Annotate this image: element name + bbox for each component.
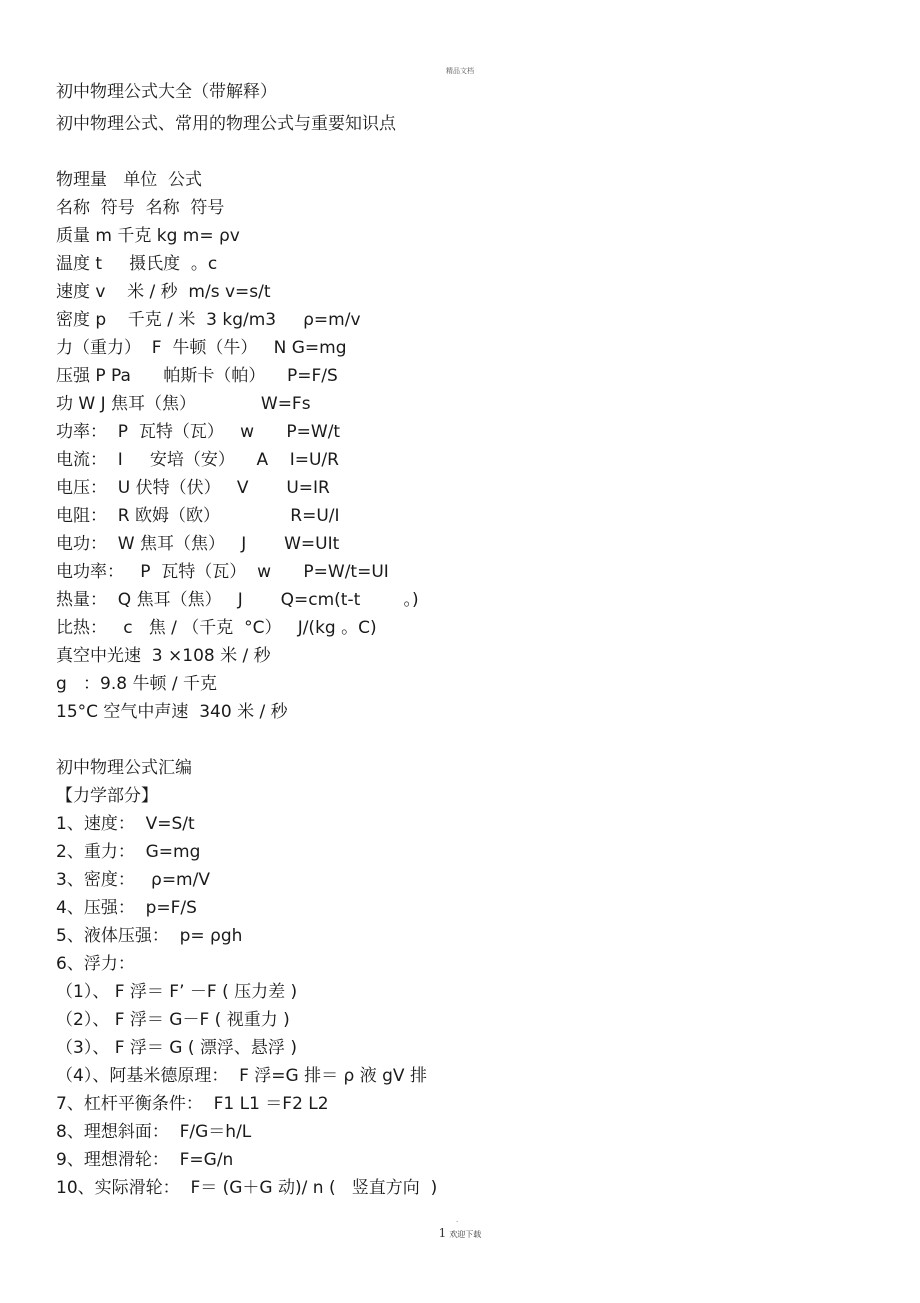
document-body [56,78,876,1202]
formula-item: （1）、 F 浮＝ F’ －F ( 压力差 ) [56,982,298,1002]
table-line: 压强 P Pa 帕斯卡（帕） P=F/S [56,366,338,386]
spacer [56,138,876,166]
formula-item: 8、理想斜面： F/G＝h/L [56,1122,252,1142]
spacer [56,726,876,754]
formula-item: 1、速度： V=S/t [56,814,195,834]
table-line: 功 W J 焦耳（焦） W=Fs [56,394,311,414]
table-line: 电功： W 焦耳（焦） J W=UIt [56,534,340,554]
page-footer [0,1216,920,1241]
formula-item: 2、重力： G=mg [56,842,201,862]
section-title: 初中物理公式汇编 [56,758,192,778]
footer-mark: . [456,1216,459,1224]
formula-item: （2）、 F 浮＝ G－F ( 视重力 ) [56,1010,290,1030]
formula-item: 3、密度： ρ=m/V [56,870,210,890]
table-line: 温度 t 摄氏度 。c [56,254,218,274]
formula-item: （4）、阿基米德原理： F 浮=G 排＝ ρ 液 gV 排 [56,1066,427,1086]
section-heading: 【力学部分】 [56,786,158,806]
formula-item: 5、液体压强： p= ρgh [56,926,243,946]
table-line: 质量 m 千克 kg m= ρv [56,226,240,246]
table-line: 物理量 单位 公式 [56,170,203,190]
table-line: 电压： U 伏特（伏） V U=IR [56,478,330,498]
formula-item: 9、理想滑轮： F=G/n [56,1150,234,1170]
table-line: 比热： c 焦 / （千克 °C） J/(kg 。C) [56,618,377,638]
table-line: 真空中光速 3 ×108 米 / 秒 [56,646,271,666]
table-line: 电流： I 安培（安） A I=U/R [56,450,339,470]
table-line: 速度 v 米 / 秒 m/s v=s/t [56,282,271,302]
table-line: 15°C 空气中声速 340 米 / 秒 [56,702,288,722]
formula-item: 6、浮力： [56,954,135,974]
formula-item: 10、实际滑轮： F＝ (G＋G 动)/ n ( 竖直方向 ) [56,1178,438,1198]
table-line: 密度 p 千克 / 米 3 kg/m3 ρ=m/v [56,310,361,330]
doc-title: 初中物理公式大全（带解释） [56,82,277,102]
table-line: 电功率： P 瓦特（瓦） w P=W/t=UI [56,562,389,582]
table-line: 电阻： R 欧姆（欧） R=U/I [56,506,340,526]
formula-list [56,810,876,1202]
units-table [56,166,876,726]
formula-item: （3）、 F 浮＝ G ( 漂浮、悬浮 ) [56,1038,297,1058]
footer-text: 欢迎下载 [449,1230,482,1239]
page-header: 精品文档 [446,67,474,75]
formula-item: 4、压强： p=F/S [56,898,197,918]
table-line: 功率： P 瓦特（瓦） w P=W/t [56,422,341,442]
table-line: 名称 符号 名称 符号 [56,198,225,218]
table-line: g ：9.8 牛顿 / 千克 [56,674,217,694]
formula-item: 7、杠杆平衡条件： F1 L1 ＝F2 L2 [56,1094,329,1114]
page-number: 1 [438,1226,447,1240]
doc-subtitle: 初中物理公式、常用的物理公式与重要知识点 [56,114,396,134]
table-line: 力（重力） F 牛顿（牛） N G=mg [56,338,347,358]
table-line: 热量： Q 焦耳（焦） J Q=cm(t-t 。) [56,590,419,610]
